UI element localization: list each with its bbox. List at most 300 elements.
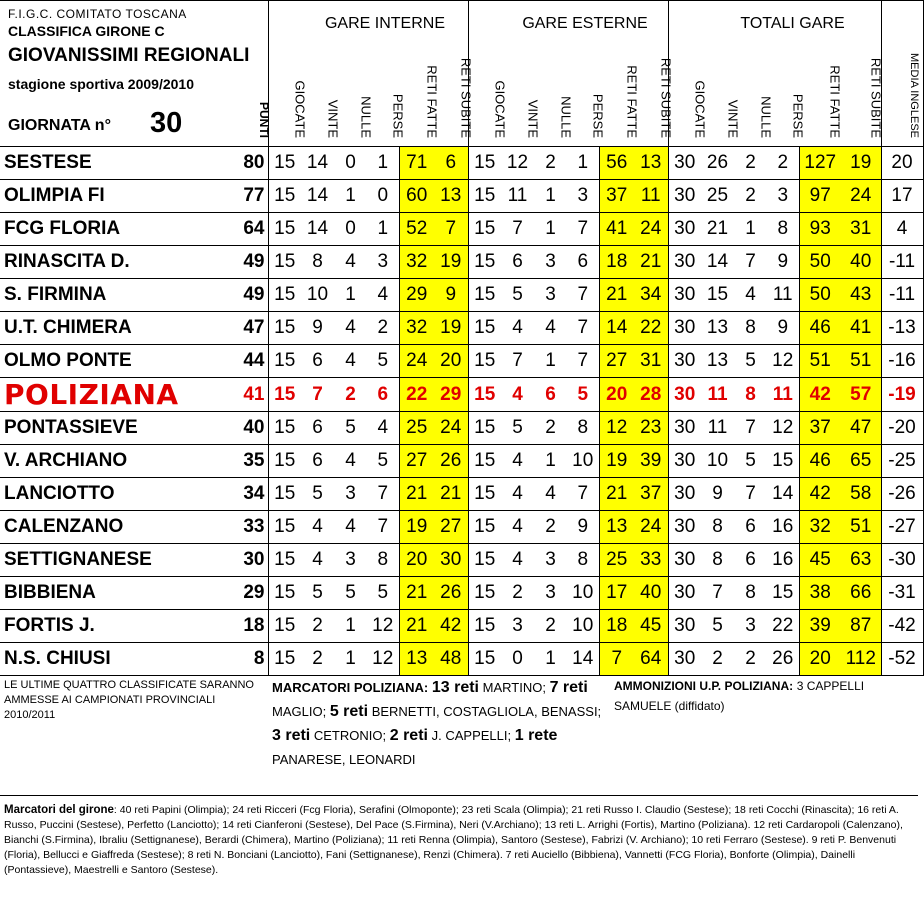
col-label-0: GIOCATE [692,80,708,138]
stat-a-0: 15 [468,511,501,544]
stat-t-3: 15 [767,577,799,610]
stat-h-0: 15 [268,643,301,676]
scorers-goals-13: 13 reti [431,679,479,696]
girone-scorers [0,795,918,897]
stat-t-0: 30 [668,345,701,378]
col-label-2: NULLE [558,96,573,138]
stat-a-3: 10 [567,577,599,610]
col-label-1: VINTE [525,99,540,138]
stat-h-4: 60 [399,180,434,213]
stat-h-1: 14 [301,213,334,246]
stat-t-1: 11 [701,378,734,412]
col-label-4: RETI FATTE [624,65,639,138]
stat-h-5: 19 [434,312,468,345]
stat-a-5: 23 [634,412,668,445]
stat-h-5: 13 [434,180,468,213]
stat-a-5: 21 [634,246,668,279]
stat-a-3: 10 [567,445,599,478]
stat-t-0: 30 [668,147,701,180]
stat-t-0: 30 [668,643,701,676]
stat-t-0: 30 [668,610,701,643]
stat-h-0: 15 [268,345,301,378]
stat-h-3: 12 [367,610,399,643]
media-inglese: -52 [881,643,923,676]
media-inglese: -25 [881,445,923,478]
stat-h-3: 4 [367,279,399,312]
header-row [0,1,923,147]
team-name: OLIMPIA FI [0,180,232,213]
stat-h-4: 20 [399,544,434,577]
stat-t-4: 50 [799,246,841,279]
stat-h-0: 15 [268,511,301,544]
stat-t-3: 12 [767,412,799,445]
stat-a-0: 15 [468,312,501,345]
stat-t-4: 46 [799,445,841,478]
stat-h-3: 5 [367,345,399,378]
stat-t-2: 8 [734,378,767,412]
stat-h-5: 21 [434,478,468,511]
ammonizioni-text: 3 CAPPELLI SAMUELE (diffidato) [614,679,865,713]
stat-h-1: 14 [301,147,334,180]
stat-a-3: 1 [567,147,599,180]
stat-a-2: 2 [534,610,567,643]
girone-scorers-label: Marcatori del girone [4,804,114,816]
stat-t-4: 32 [799,511,841,544]
stat-t-3: 15 [767,445,799,478]
girone-scorers-text: : 40 reti Papini (Olimpia); 24 reti Ricceri (Fcg Floria), Serafini (Olmoponte); 23 reti Scala (Olimpia); 21 reti Russo I. Claudio (Sestese); 18 reti Cocchi (Rinascita); 16 reti A. Russo, Puccini (Sestese), Perfetto (Lanciotto); 14 reti Cianferoni (Sestese), Del Pace (S.Firmina), Neri (V.Archiano); 13 reti L. Arrighi (Fortis), Martino (Poliziana). 12 reti Cardaropoli (Calenzano), Bianchi (S.Firmina), Ibraliu (Settignanese), Berardi (Chimera), Martino (Poliziana); 11 reti Renna (Olimpia), Santoro (Sestese), Fabrizi (V. Archiano); 10 reti Ferraro (Sestese). 9 reti P. Benvenuti (Floria), Bellucci e Giaffreda (Sestese); 8 reti N. Bonciani (Lanciotto), Fani (Settignanese), Renzi (Chimera). 7 reti Auciello (Bibbiena), Vannetti (FCG Floria), Bonforte (Olimpia), Dainelli (Pontassieve), Maestrelli e Santoro (Sestese). [4,804,903,876]
stat-t-3: 11 [767,378,799,412]
stat-h-3: 1 [367,147,399,180]
media-inglese: -16 [881,345,923,378]
stat-a-5: 22 [634,312,668,345]
stat-t-4: 127 [799,147,841,180]
points: 80 [232,147,268,180]
stat-h-1: 4 [301,511,334,544]
stat-a-0: 15 [468,345,501,378]
stat-a-2: 2 [534,147,567,180]
table-row [0,610,923,643]
col-label-3: PERSE [390,93,406,138]
stat-a-0: 15 [468,478,501,511]
stat-t-1: 5 [701,610,734,643]
stat-h-4: 52 [399,213,434,246]
team-name: BIBBIENA [0,577,232,610]
stat-a-3: 14 [567,643,599,676]
stat-t-4: 38 [799,577,841,610]
stat-a-5: 40 [634,577,668,610]
stat-h-2: 0 [334,147,367,180]
stat-t-1: 13 [701,345,734,378]
punti-label: PUNTI [256,102,271,138]
stat-h-0: 15 [268,577,301,610]
stat-a-5: 45 [634,610,668,643]
stat-a-3: 3 [567,180,599,213]
stat-a-2: 1 [534,445,567,478]
stat-a-0: 15 [468,378,501,412]
media-inglese: -26 [881,478,923,511]
stat-t-0: 30 [668,213,701,246]
stat-t-3: 2 [767,147,799,180]
stat-h-1: 10 [301,279,334,312]
stat-t-4: 42 [799,378,841,412]
table-row [0,445,923,478]
stat-t-5: 58 [841,478,881,511]
group-header-t: TOTALI GARE [740,15,845,32]
stat-t-2: 2 [734,643,767,676]
stat-h-2: 0 [334,213,367,246]
stat-a-1: 4 [501,312,534,345]
stat-a-0: 15 [468,213,501,246]
stat-h-5: 26 [434,577,468,610]
stat-h-4: 13 [399,643,434,676]
points: 47 [232,312,268,345]
points: 29 [232,577,268,610]
stat-a-0: 15 [468,180,501,213]
stat-t-2: 7 [734,478,767,511]
stat-h-1: 9 [301,312,334,345]
team-name: PONTASSIEVE [0,412,232,445]
stat-t-4: 20 [799,643,841,676]
stat-t-2: 2 [734,147,767,180]
stat-t-1: 8 [701,544,734,577]
stat-a-0: 15 [468,643,501,676]
stat-a-3: 7 [567,478,599,511]
col-label-5: RETI SUBITE [658,57,674,138]
stat-h-5: 6 [434,147,468,180]
stat-a-1: 7 [501,345,534,378]
media-inglese: -13 [881,312,923,345]
stat-a-5: 24 [634,511,668,544]
stat-a-0: 15 [468,412,501,445]
stat-h-3: 5 [367,577,399,610]
scorers-names-1: PANARESE, LEONARDI [272,752,416,767]
stat-t-2: 7 [734,246,767,279]
stat-a-1: 4 [501,511,534,544]
scorers-goals-7: 7 reti [549,679,588,696]
stat-a-4: 25 [599,544,634,577]
table-row [0,180,923,213]
col-label-3: PERSE [590,93,606,138]
points: 33 [232,511,268,544]
stat-a-3: 8 [567,544,599,577]
stat-t-3: 3 [767,180,799,213]
stat-t-3: 16 [767,544,799,577]
stat-h-3: 0 [367,180,399,213]
stat-t-2: 4 [734,279,767,312]
stat-t-3: 9 [767,312,799,345]
stat-h-5: 24 [434,412,468,445]
stat-a-0: 15 [468,610,501,643]
stat-a-2: 4 [534,478,567,511]
stat-a-2: 3 [534,544,567,577]
scorers-goals-3: 3 reti [272,727,311,744]
stat-a-4: 18 [599,610,634,643]
stat-h-5: 9 [434,279,468,312]
team-name: V. ARCHIANO [0,445,232,478]
stat-t-1: 8 [701,511,734,544]
ammonizioni-label: AMMONIZIONI U.P. POLIZIANA: [614,679,794,693]
stat-t-4: 45 [799,544,841,577]
table-row [0,213,923,246]
stat-t-5: 87 [841,610,881,643]
stat-a-3: 6 [567,246,599,279]
media-inglese: -31 [881,577,923,610]
table-row [0,378,923,412]
stat-h-4: 24 [399,345,434,378]
stat-h-3: 5 [367,445,399,478]
scorers-goals-5: 5 reti [329,703,369,720]
stat-t-3: 8 [767,213,799,246]
team-name: FCG FLORIA [0,213,232,246]
stat-h-2: 4 [334,312,367,345]
col-label-1: VINTE [325,99,340,138]
stat-a-2: 2 [534,412,567,445]
team-name: POLIZIANA [0,378,232,412]
stat-a-5: 28 [634,378,668,412]
stat-h-2: 3 [334,478,367,511]
stat-t-3: 9 [767,246,799,279]
points: 49 [232,279,268,312]
col-label-3: PERSE [790,93,806,138]
stat-t-4: 37 [799,412,841,445]
stat-a-5: 64 [634,643,668,676]
stat-a-2: 3 [534,577,567,610]
stat-a-1: 4 [501,378,534,412]
table-row [0,312,923,345]
col-label-4: RETI FATTE [424,65,439,138]
stat-a-4: 27 [599,345,634,378]
stat-t-4: 97 [799,180,841,213]
stat-a-1: 12 [501,147,534,180]
stat-a-5: 33 [634,544,668,577]
stat-a-0: 15 [468,445,501,478]
stat-h-2: 1 [334,610,367,643]
stat-h-5: 19 [434,246,468,279]
stat-a-3: 5 [567,378,599,412]
col-label-4: RETI FATTE [827,65,843,138]
stat-t-1: 13 [701,312,734,345]
stat-h-4: 25 [399,412,434,445]
team-name: S. FIRMINA [0,279,232,312]
stat-t-3: 22 [767,610,799,643]
giornata-label: GIORNATA n° [8,117,111,134]
relegation-note: LE ULTIME QUATTRO CLASSIFICATE SARANNO AMMESSE AI CAMPIONATI PROVINCIALI 2010/2011 [4,679,254,721]
stat-h-5: 7 [434,213,468,246]
stat-a-4: 20 [599,378,634,412]
stat-h-0: 15 [268,246,301,279]
stat-t-5: 41 [841,312,881,345]
stat-h-3: 8 [367,544,399,577]
stat-a-2: 2 [534,511,567,544]
stat-a-1: 4 [501,544,534,577]
stat-a-3: 10 [567,610,599,643]
scorers-names-13: MARTINO; [482,680,546,695]
stat-a-3: 7 [567,345,599,378]
stat-h-3: 7 [367,478,399,511]
stat-h-4: 21 [399,577,434,610]
stat-h-3: 3 [367,246,399,279]
stat-t-4: 93 [799,213,841,246]
table-row [0,147,923,180]
stat-h-5: 30 [434,544,468,577]
table-row [0,577,923,610]
stat-h-0: 15 [268,213,301,246]
stat-a-5: 31 [634,345,668,378]
stat-h-1: 5 [301,577,334,610]
table-row [0,246,923,279]
stat-h-0: 15 [268,378,301,412]
stat-a-1: 2 [501,577,534,610]
stat-a-3: 7 [567,279,599,312]
stat-h-5: 42 [434,610,468,643]
stat-t-2: 6 [734,544,767,577]
points: 40 [232,412,268,445]
scorers-label: MARCATORI POLIZIANA: [272,680,429,695]
stat-h-3: 2 [367,312,399,345]
points: 41 [232,378,268,412]
stat-h-2: 1 [334,180,367,213]
stat-a-4: 13 [599,511,634,544]
media-inglese: -27 [881,511,923,544]
stat-a-1: 11 [501,180,534,213]
season-label: stagione sportiva 2009/2010 [8,76,194,92]
media-inglese: -20 [881,412,923,445]
stat-h-0: 15 [268,544,301,577]
stat-h-2: 4 [334,345,367,378]
stat-a-0: 15 [468,147,501,180]
col-label-1: VINTE [725,99,740,138]
team-name: SESTESE [0,147,232,180]
points: 18 [232,610,268,643]
stat-h-0: 15 [268,412,301,445]
stat-t-4: 39 [799,610,841,643]
stat-a-2: 1 [534,180,567,213]
team-name: SETTIGNANESE [0,544,232,577]
stat-h-4: 19 [399,511,434,544]
stat-a-4: 19 [599,445,634,478]
stat-t-2: 8 [734,312,767,345]
stat-t-3: 14 [767,478,799,511]
stat-a-2: 1 [534,345,567,378]
stat-a-2: 1 [534,643,567,676]
points: 77 [232,180,268,213]
stat-t-5: 57 [841,378,881,412]
team-name: LANCIOTTO [0,478,232,511]
stat-t-5: 65 [841,445,881,478]
stat-t-5: 19 [841,147,881,180]
stat-t-0: 30 [668,478,701,511]
stat-h-1: 7 [301,378,334,412]
giornata-number: 30 [150,107,183,139]
league-title: GIOVANISSIMI REGIONALI [8,45,250,66]
stat-h-1: 6 [301,345,334,378]
stat-a-2: 1 [534,213,567,246]
stat-t-3: 16 [767,511,799,544]
points: 64 [232,213,268,246]
stat-h-2: 5 [334,412,367,445]
stat-a-4: 17 [599,577,634,610]
points: 35 [232,445,268,478]
stat-h-2: 5 [334,577,367,610]
table-row [0,345,923,378]
stat-h-0: 15 [268,610,301,643]
media-inglese: -11 [881,279,923,312]
media-inglese: -19 [881,378,923,412]
table-row [0,478,923,511]
stat-h-4: 21 [399,610,434,643]
stat-a-5: 11 [634,180,668,213]
stat-a-3: 7 [567,312,599,345]
girone-label: CLASSIFICA GIRONE C [8,23,165,39]
stat-t-3: 26 [767,643,799,676]
stat-t-1: 14 [701,246,734,279]
stat-t-2: 3 [734,610,767,643]
team-name: CALENZANO [0,511,232,544]
stat-t-1: 21 [701,213,734,246]
punti-header [232,1,271,147]
media-inglese: -11 [881,246,923,279]
stat-t-0: 30 [668,412,701,445]
stat-a-1: 4 [501,445,534,478]
stat-t-5: 112 [841,643,881,676]
stat-h-4: 21 [399,478,434,511]
team-name: OLMO PONTE [0,345,232,378]
col-label-0: GIOCATE [292,80,308,138]
media-inglese: 17 [881,180,923,213]
stat-t-4: 46 [799,312,841,345]
stat-a-3: 8 [567,412,599,445]
group-header-h: GARE INTERNE [324,15,445,32]
stat-t-5: 51 [841,345,881,378]
stat-t-2: 1 [734,213,767,246]
stat-h-3: 1 [367,213,399,246]
figc-label: F.I.G.C. COMITATO TOSCANA [8,7,187,21]
stat-h-4: 27 [399,445,434,478]
table-row [0,279,923,312]
table-row [0,412,923,445]
points: 8 [232,643,268,676]
stat-t-2: 8 [734,577,767,610]
stat-a-0: 15 [468,544,501,577]
stat-t-2: 6 [734,511,767,544]
team-name: RINASCITA D. [0,246,232,279]
stat-t-1: 11 [701,412,734,445]
stat-t-0: 30 [668,544,701,577]
stat-t-1: 2 [701,643,734,676]
stat-a-0: 15 [468,246,501,279]
stat-h-2: 3 [334,544,367,577]
stat-t-3: 11 [767,279,799,312]
stat-h-2: 4 [334,246,367,279]
stat-h-2: 1 [334,643,367,676]
table-row [0,643,923,676]
stat-a-1: 6 [501,246,534,279]
stat-h-5: 48 [434,643,468,676]
media-inglese: 4 [881,213,923,246]
stat-t-5: 24 [841,180,881,213]
stat-h-0: 15 [268,279,301,312]
stat-t-0: 30 [668,279,701,312]
stat-a-4: 18 [599,246,634,279]
stat-a-1: 7 [501,213,534,246]
stat-h-3: 7 [367,511,399,544]
stat-t-0: 30 [668,180,701,213]
stat-t-5: 66 [841,577,881,610]
ammonizioni-block [614,676,914,716]
team-name: FORTIS J. [0,610,232,643]
stat-a-2: 3 [534,246,567,279]
stat-t-5: 40 [841,246,881,279]
